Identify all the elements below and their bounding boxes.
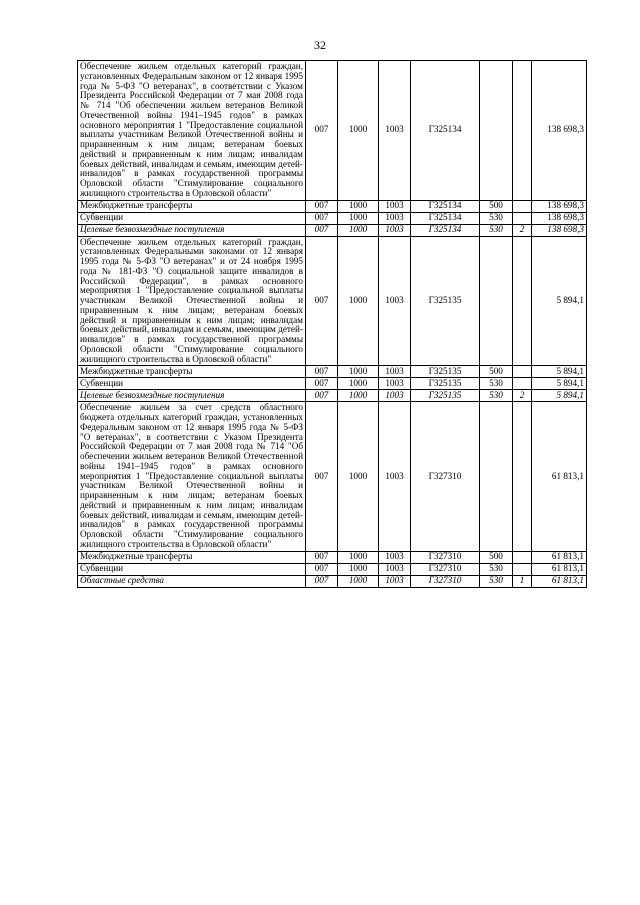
row-subsection: 1003: [379, 551, 411, 563]
table-row: [78, 378, 587, 390]
row-subsection: 1003: [379, 61, 411, 201]
row-src: 2: [513, 224, 532, 236]
row-vr: [480, 61, 513, 201]
row-src: 1: [513, 575, 532, 587]
row-src: [513, 378, 532, 390]
row-name: Обеспечение жильем отдельных категорий граждан, установленных Федеральным законом от 12 января 1995 года № 5-ФЗ "О ветеранах", в соответствии с Указом Президента Российской Федерации от 7 мая 2008 года № 714 "Об обеспечении жильем ветеранов Великой Отечественной войны 1941–1945 годов" в рамках основного мероприятия 1 "Предоставление социальной выплаты участникам Великой Отечественной войны и приравненным к ним лицам; ветеранам боевых действий и приравненным к ним лицам; инвалидам боевых действий, инвалидам и семьям, имеющим детей-инвалидов" в рамках государственной программы Орловской области "Стимулирование социального жилищного строительства в Орловской области": [78, 61, 306, 201]
row-amount: 138 698,3: [532, 212, 587, 224]
row-target: Г325135: [411, 236, 480, 366]
page-number: 32: [314, 38, 326, 52]
table-row: [78, 402, 587, 551]
row-grbs: 007: [306, 551, 338, 563]
row-src: [513, 366, 532, 378]
row-name: Областные средства: [78, 575, 306, 587]
row-grbs: 007: [306, 390, 338, 402]
row-section: 1000: [338, 224, 379, 236]
row-amount: 61 813,1: [532, 575, 587, 587]
row-name: Межбюджетные трансферты: [78, 366, 306, 378]
row-grbs: 007: [306, 200, 338, 212]
row-amount: 138 698,3: [532, 224, 587, 236]
row-vr: 530: [480, 378, 513, 390]
row-section: 1000: [338, 390, 379, 402]
row-src: [513, 61, 532, 201]
table-row: [78, 212, 587, 224]
row-src: [513, 551, 532, 563]
row-vr: 530: [480, 575, 513, 587]
table-row: [78, 366, 587, 378]
row-name: Субвенции: [78, 212, 306, 224]
row-target: Г325135: [411, 378, 480, 390]
row-amount: 5 894,1: [532, 390, 587, 402]
row-vr: 530: [480, 212, 513, 224]
row-src: [513, 200, 532, 212]
row-target: Г325135: [411, 366, 480, 378]
row-section: 1000: [338, 563, 379, 575]
row-grbs: 007: [306, 61, 338, 201]
budget-table: [77, 60, 587, 588]
row-grbs: 007: [306, 402, 338, 551]
row-subsection: 1003: [379, 200, 411, 212]
row-vr: 500: [480, 551, 513, 563]
table-row: [78, 224, 587, 236]
row-name: Межбюджетные трансферты: [78, 200, 306, 212]
row-section: 1000: [338, 236, 379, 366]
row-vr: 530: [480, 390, 513, 402]
table-row: [78, 390, 587, 402]
row-name: Межбюджетные трансферты: [78, 551, 306, 563]
row-section: 1000: [338, 575, 379, 587]
row-name: Целевые безвозмездные поступления: [78, 390, 306, 402]
row-amount: 5 894,1: [532, 378, 587, 390]
row-vr: 530: [480, 224, 513, 236]
row-grbs: 007: [306, 212, 338, 224]
row-amount: 138 698,3: [532, 61, 587, 201]
row-src: [513, 402, 532, 551]
row-name: Субвенции: [78, 563, 306, 575]
row-src: [513, 563, 532, 575]
row-section: 1000: [338, 551, 379, 563]
row-section: 1000: [338, 61, 379, 201]
row-subsection: 1003: [379, 563, 411, 575]
row-target: Г327310: [411, 575, 480, 587]
row-subsection: 1003: [379, 366, 411, 378]
row-grbs: 007: [306, 378, 338, 390]
table-row: [78, 236, 587, 366]
row-grbs: 007: [306, 366, 338, 378]
table-row: [78, 200, 587, 212]
row-subsection: 1003: [379, 212, 411, 224]
row-amount: 138 698,3: [532, 200, 587, 212]
row-target: Г327310: [411, 563, 480, 575]
table-row: [78, 61, 587, 201]
row-subsection: 1003: [379, 390, 411, 402]
row-section: 1000: [338, 200, 379, 212]
row-name: Обеспечение жильем отдельных категорий граждан, установленных Федеральными законами от 12 января 1995 года № 5-ФЗ "О ветеранах" и от 24 ноября 1995 года № 181-ФЗ "О социальной защите инвалидов в Российской Федерации", в рамках основного мероприятия 1 "Предоставление социальной выплаты участникам Великой Отечественной войны и приравненным к ним лицам; ветеранам боевых действий и приравненным к ним лицам; инвалидам боевых действий, инвалидам и семьям, имеющим детей-инвалидов" в рамках государственной программы Орловской области "Стимулирование социального жилищного строительства в Орловской области": [78, 236, 306, 366]
row-name: Субвенции: [78, 378, 306, 390]
row-subsection: 1003: [379, 224, 411, 236]
row-subsection: 1003: [379, 236, 411, 366]
row-subsection: 1003: [379, 402, 411, 551]
row-subsection: 1003: [379, 378, 411, 390]
row-target: Г325134: [411, 212, 480, 224]
row-src: [513, 212, 532, 224]
row-amount: 61 813,1: [532, 402, 587, 551]
row-amount: 5 894,1: [532, 366, 587, 378]
row-name: Обеспечение жильем за счет средств областного бюджета отдельных категорий граждан, установленных Федеральным законом от 12 января 1995 года № 5-ФЗ "О ветеранах", в соответствии с Указом Президента Российской Федерации от 7 мая 2008 года № 714 "Об обеспечении жильем ветеранов Великой Отечественной войны 1941–1945 годов" в рамках основного мероприятия 1 "Предоставление социальной выплаты участникам Великой Отечественной войны и приравненным к ним лицам; ветеранам боевых действий и приравненным к ним лицам; инвалидам боевых действий, инвалидам и семьям, имеющим детей-инвалидов" в рамках государственной программы Орловской области "Стимулирование социального жилищного строительства в Орловской области": [78, 402, 306, 551]
row-vr: 500: [480, 366, 513, 378]
row-target: Г325134: [411, 200, 480, 212]
row-section: 1000: [338, 212, 379, 224]
row-src: [513, 236, 532, 366]
row-grbs: 007: [306, 575, 338, 587]
table-row: [78, 563, 587, 575]
row-name: Целевые безвозмездные поступления: [78, 224, 306, 236]
row-subsection: 1003: [379, 575, 411, 587]
row-vr: 530: [480, 563, 513, 575]
row-section: 1000: [338, 402, 379, 551]
row-target: Г325134: [411, 61, 480, 201]
row-amount: 61 813,1: [532, 551, 587, 563]
row-grbs: 007: [306, 236, 338, 366]
row-section: 1000: [338, 366, 379, 378]
row-amount: 5 894,1: [532, 236, 587, 366]
row-vr: [480, 236, 513, 366]
row-src: 2: [513, 390, 532, 402]
row-vr: [480, 402, 513, 551]
row-grbs: 007: [306, 224, 338, 236]
table-row: [78, 551, 587, 563]
row-section: 1000: [338, 378, 379, 390]
row-target: Г327310: [411, 551, 480, 563]
row-target: Г327310: [411, 402, 480, 551]
row-vr: 500: [480, 200, 513, 212]
row-target: Г325135: [411, 390, 480, 402]
row-target: Г325134: [411, 224, 480, 236]
row-grbs: 007: [306, 563, 338, 575]
row-amount: 61 813,1: [532, 563, 587, 575]
table-row: [78, 575, 587, 587]
